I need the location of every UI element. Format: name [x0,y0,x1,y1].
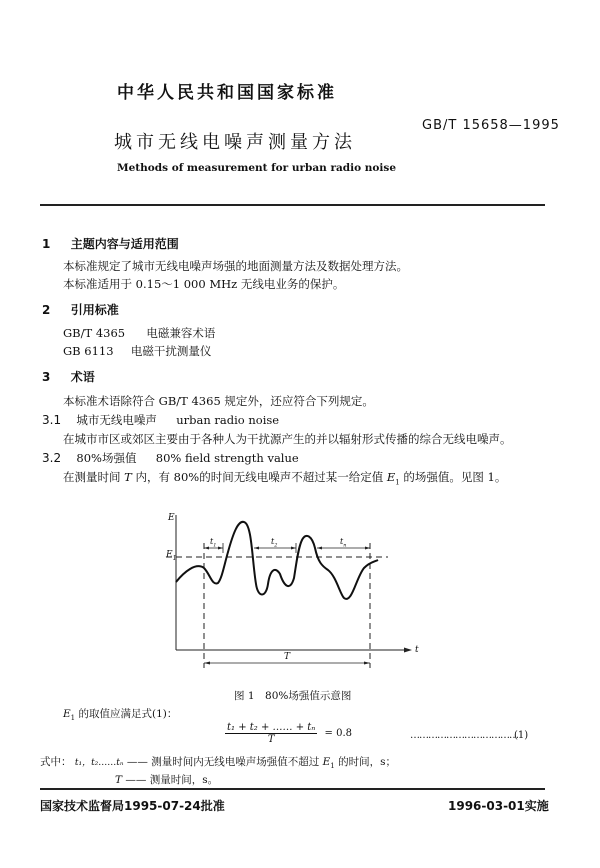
section-1-paragraph-2: 本标准适用于 0.15～1 000 MHz 无线电业务的保护。 [63,277,345,291]
definition-text: 内，有 80%的时间无线电噪声不超过某一给定值 [135,470,384,484]
standard-number [422,118,560,133]
interval-symbol: t [210,537,214,546]
noise-curve [176,522,378,599]
section-3-heading [42,368,95,385]
y-axis-label: E [168,513,175,523]
where-desc: 测量时间内无线电噪声场强值不超过 [151,756,320,768]
term-3-1-definition: 在城市市区或郊区主要由于各种人为干扰源产生的并以辐射形式传播的综合无线电噪声。 [63,432,512,446]
term-zh: 80%场强值 [76,451,137,465]
section-1-paragraph-1: 本标准规定了城市无线电噪声场强的地面测量方法及数据处理方法。 [63,259,408,273]
equation-denominator: T [267,734,275,745]
term-number: 3.2 [42,451,62,465]
interval-symbol: t [271,537,275,546]
period-T-label: T [284,652,291,662]
org-title: 中华人民共和国国家标准 [117,83,337,103]
x-axis-label: t [415,645,419,655]
threshold-label [166,550,176,562]
term-3-2-heading [42,450,299,466]
interval-t2-label [271,537,277,549]
subscript: 2 [274,542,278,549]
reference-item [63,343,211,359]
term-3-1-heading [42,412,279,428]
standard-number-text: GB/T 15658—1995 [422,118,560,133]
section-3-intro: 本标准术语除符合 GB/T 4365 规定外，还应符合下列规定。 [63,394,374,408]
subscript: 1 [213,542,217,549]
interval-tn-label [340,537,346,549]
title-zh: 城市无线电噪声测量方法 [114,132,356,153]
term-en: 80% field strength value [155,451,299,465]
term-zh: 城市无线电噪声 [76,413,157,427]
interval-t1-label [210,537,216,549]
equation-intro [63,706,177,722]
subscript: n [343,542,347,549]
where-symbol: t₁，t₂……tₙ [74,758,124,768]
threshold-symbol: E [166,550,173,560]
x-axis-arrow-icon [404,648,412,653]
implementation-date: 1996-03-01实施 [448,799,549,813]
reference-name: 电磁干扰测量仪 [130,344,212,358]
equation-number: (1) [514,730,529,741]
reference-code: GB 6113 [63,344,114,358]
equation-1 [225,722,352,745]
variable-T: T [124,470,132,484]
approval-date: 国家技术监督局1995-07-24批准 [40,799,225,813]
where-desc: 测量时间，s。 [149,774,219,786]
where-item [40,754,396,770]
title-en: Methods of measurement for urban radio noise [117,162,397,174]
section-number: 2 [42,303,51,317]
section-title: 主题内容与适用范围 [70,237,179,251]
definition-text: 在测量时间 [63,470,121,484]
reference-item [63,325,215,341]
term-number: 3.1 [42,413,62,427]
interval-symbol: t [340,537,344,546]
where-dash: —— [125,774,147,786]
where-item [115,772,218,787]
variable-E: E [322,756,331,768]
variable-E: E [63,708,71,720]
equation-intro-text: 的取值应满足式(1)： [78,708,178,720]
where-symbol: T [115,774,123,786]
term-en: urban radio noise [176,413,280,427]
definition-text: 的场强值。见图 1。 [403,470,507,484]
variable-E: E [386,470,396,484]
section-number: 1 [42,237,51,251]
footer-divider [40,788,545,790]
section-number: 3 [42,370,51,384]
where-dash: —— [126,756,148,768]
section-2-heading [42,301,119,318]
where-desc: 的时间，s； [338,756,396,768]
equation-rhs: = 0.8 [324,728,352,739]
section-1-heading [42,235,179,252]
header-divider [40,204,545,206]
reference-name: 电磁兼容术语 [146,326,216,340]
term-3-2-definition [63,469,506,486]
section-title: 术语 [70,370,95,384]
figure-caption: 图 1 80%场强值示意图 [234,690,352,702]
equation-numerator: t₁ + t₂ + …… + tₙ [227,722,316,733]
equation-leader: ……………………………… [410,730,518,741]
subscript: 1 [395,478,400,487]
section-title: 引用标准 [70,303,119,317]
where-label: 式中： [40,756,72,768]
subscript: 1 [70,714,76,723]
reference-code: GB/T 4365 [63,326,126,340]
subscript: 1 [172,554,177,562]
subscript: 1 [330,762,335,771]
